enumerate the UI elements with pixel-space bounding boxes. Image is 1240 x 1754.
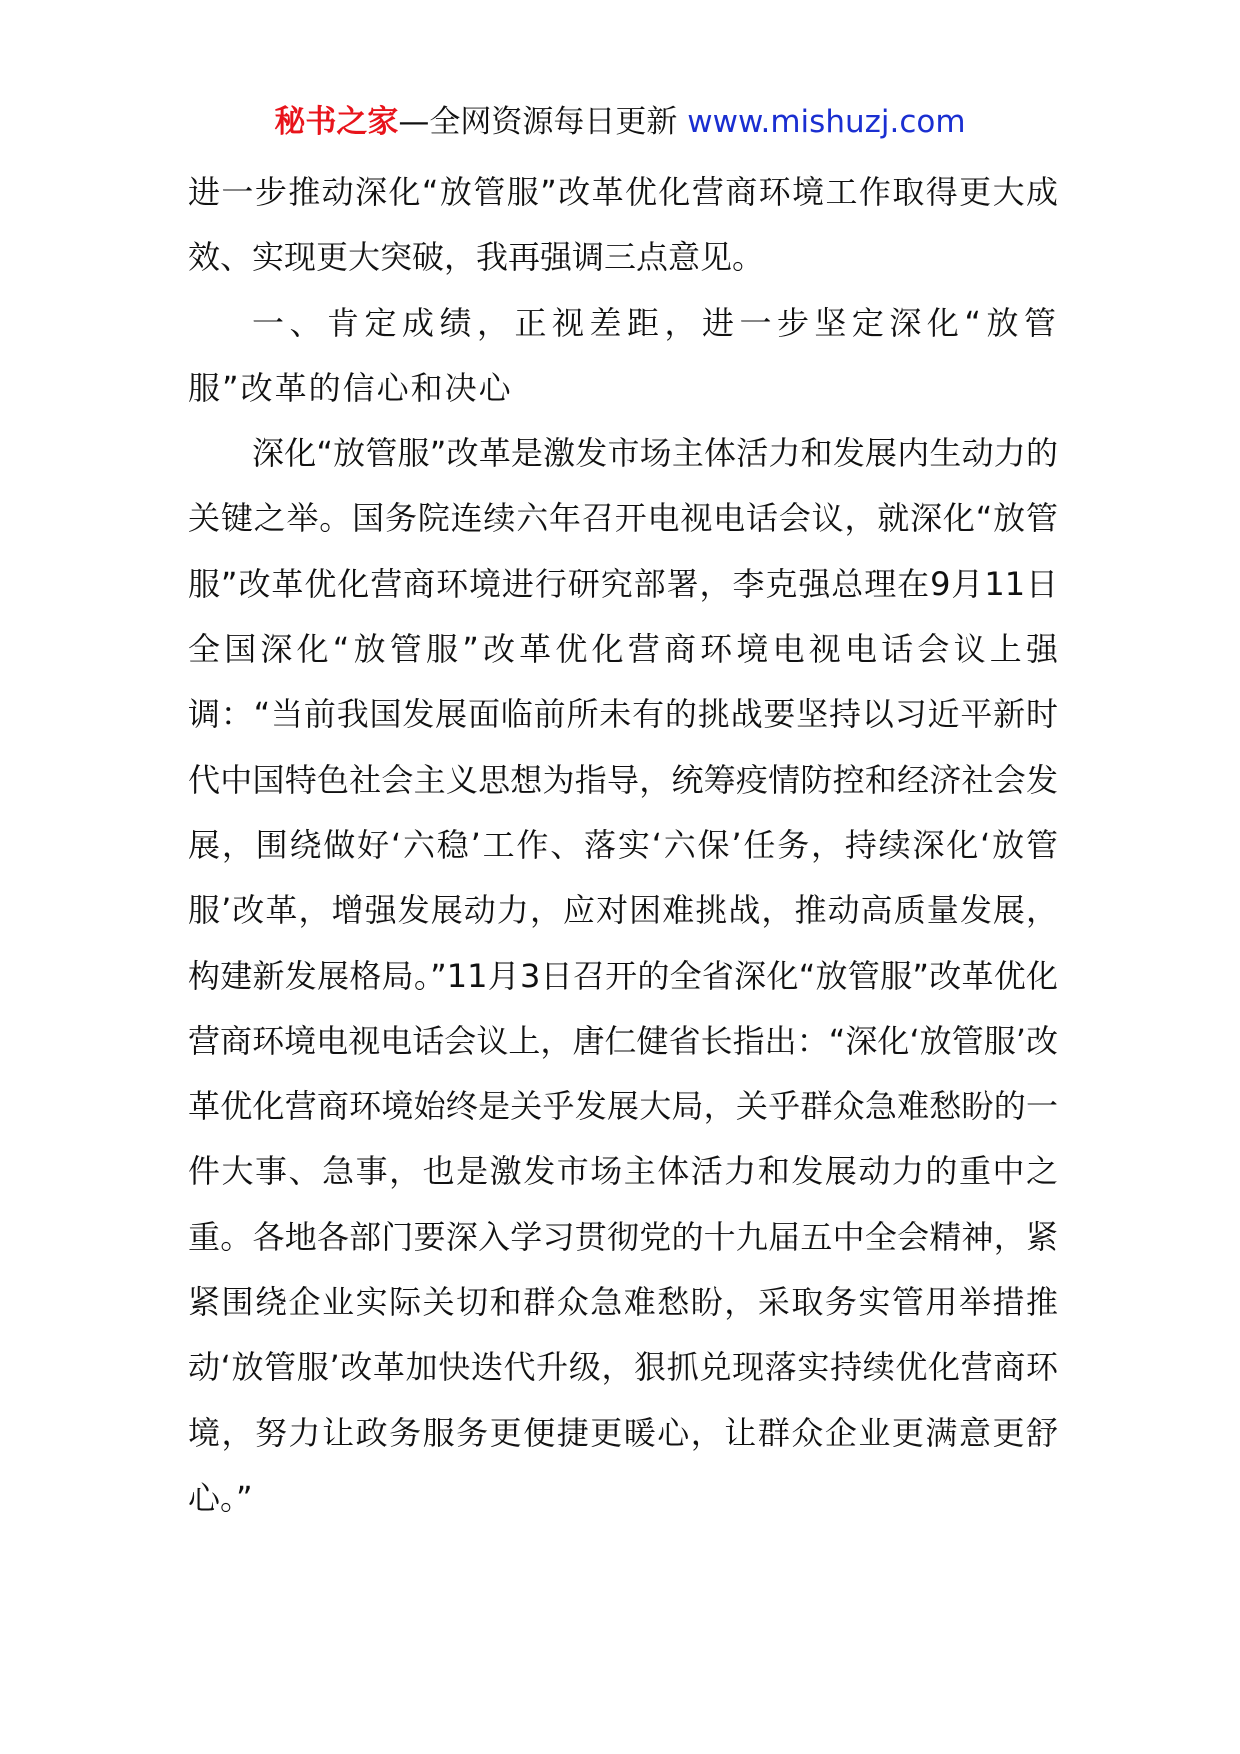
site-url[interactable]: www.mishuzj.com [687, 104, 966, 140]
page-header [0, 100, 1240, 144]
paragraph-continued: 进一步推动深化“放管服”改革优化营商环境工作取得更大成效、实现更大突破，我再强调三点意见。 [188, 173, 1058, 277]
site-brand: 秘书之家 [274, 104, 399, 140]
site-tagline: —全网资源每日更新 [398, 104, 678, 140]
section-heading: 一、肯定成绩，正视差距，进一步坚定深化“放管服”改革的信心和决心 [188, 303, 1058, 407]
document-body [188, 160, 1058, 1531]
paragraph-main: 深化“放管服”改革是激发市场主体活力和发展内生动力的关键之举。国务院连续六年召开电视电话会议，就深化“放管服”改革优化营商环境进行研究部署，李克强总理在9月11日全国深化“放管服”改革优化营商环境电视电话会议上强调：“当前我国发展面临前所未有的挑战要坚持以习近平新时代中国特色社会主义思想为指导，统筹疫情防控和经济社会发展，围绕做好‘六稳’工作、落实‘六保’任务，持续深化‘放管服’改革，增强发展动力，应对困难挑战，推动高质量发展，构建新发展格局。”11月3日召开的全省深化“放管服”改革优化营商环境电视电话会议上，唐仁健省长指出：“深化‘放管服’改革优化营商环境始终是关乎发展大局，关乎群众急难愁盼的一件大事、急事，也是激发市场主体活力和发展动力的重中之重。各地各部门要深入学习贯彻党的十九届五中全会精神，紧紧围绕企业实际关切和群众急难愁盼，采取务实管用举措推动‘放管服’改革加快迭代升级，狠抓兑现落实持续优化营商环境，努力让政务服务更便捷更暖心，让群众企业更满意更舒心。” [188, 434, 1058, 1517]
